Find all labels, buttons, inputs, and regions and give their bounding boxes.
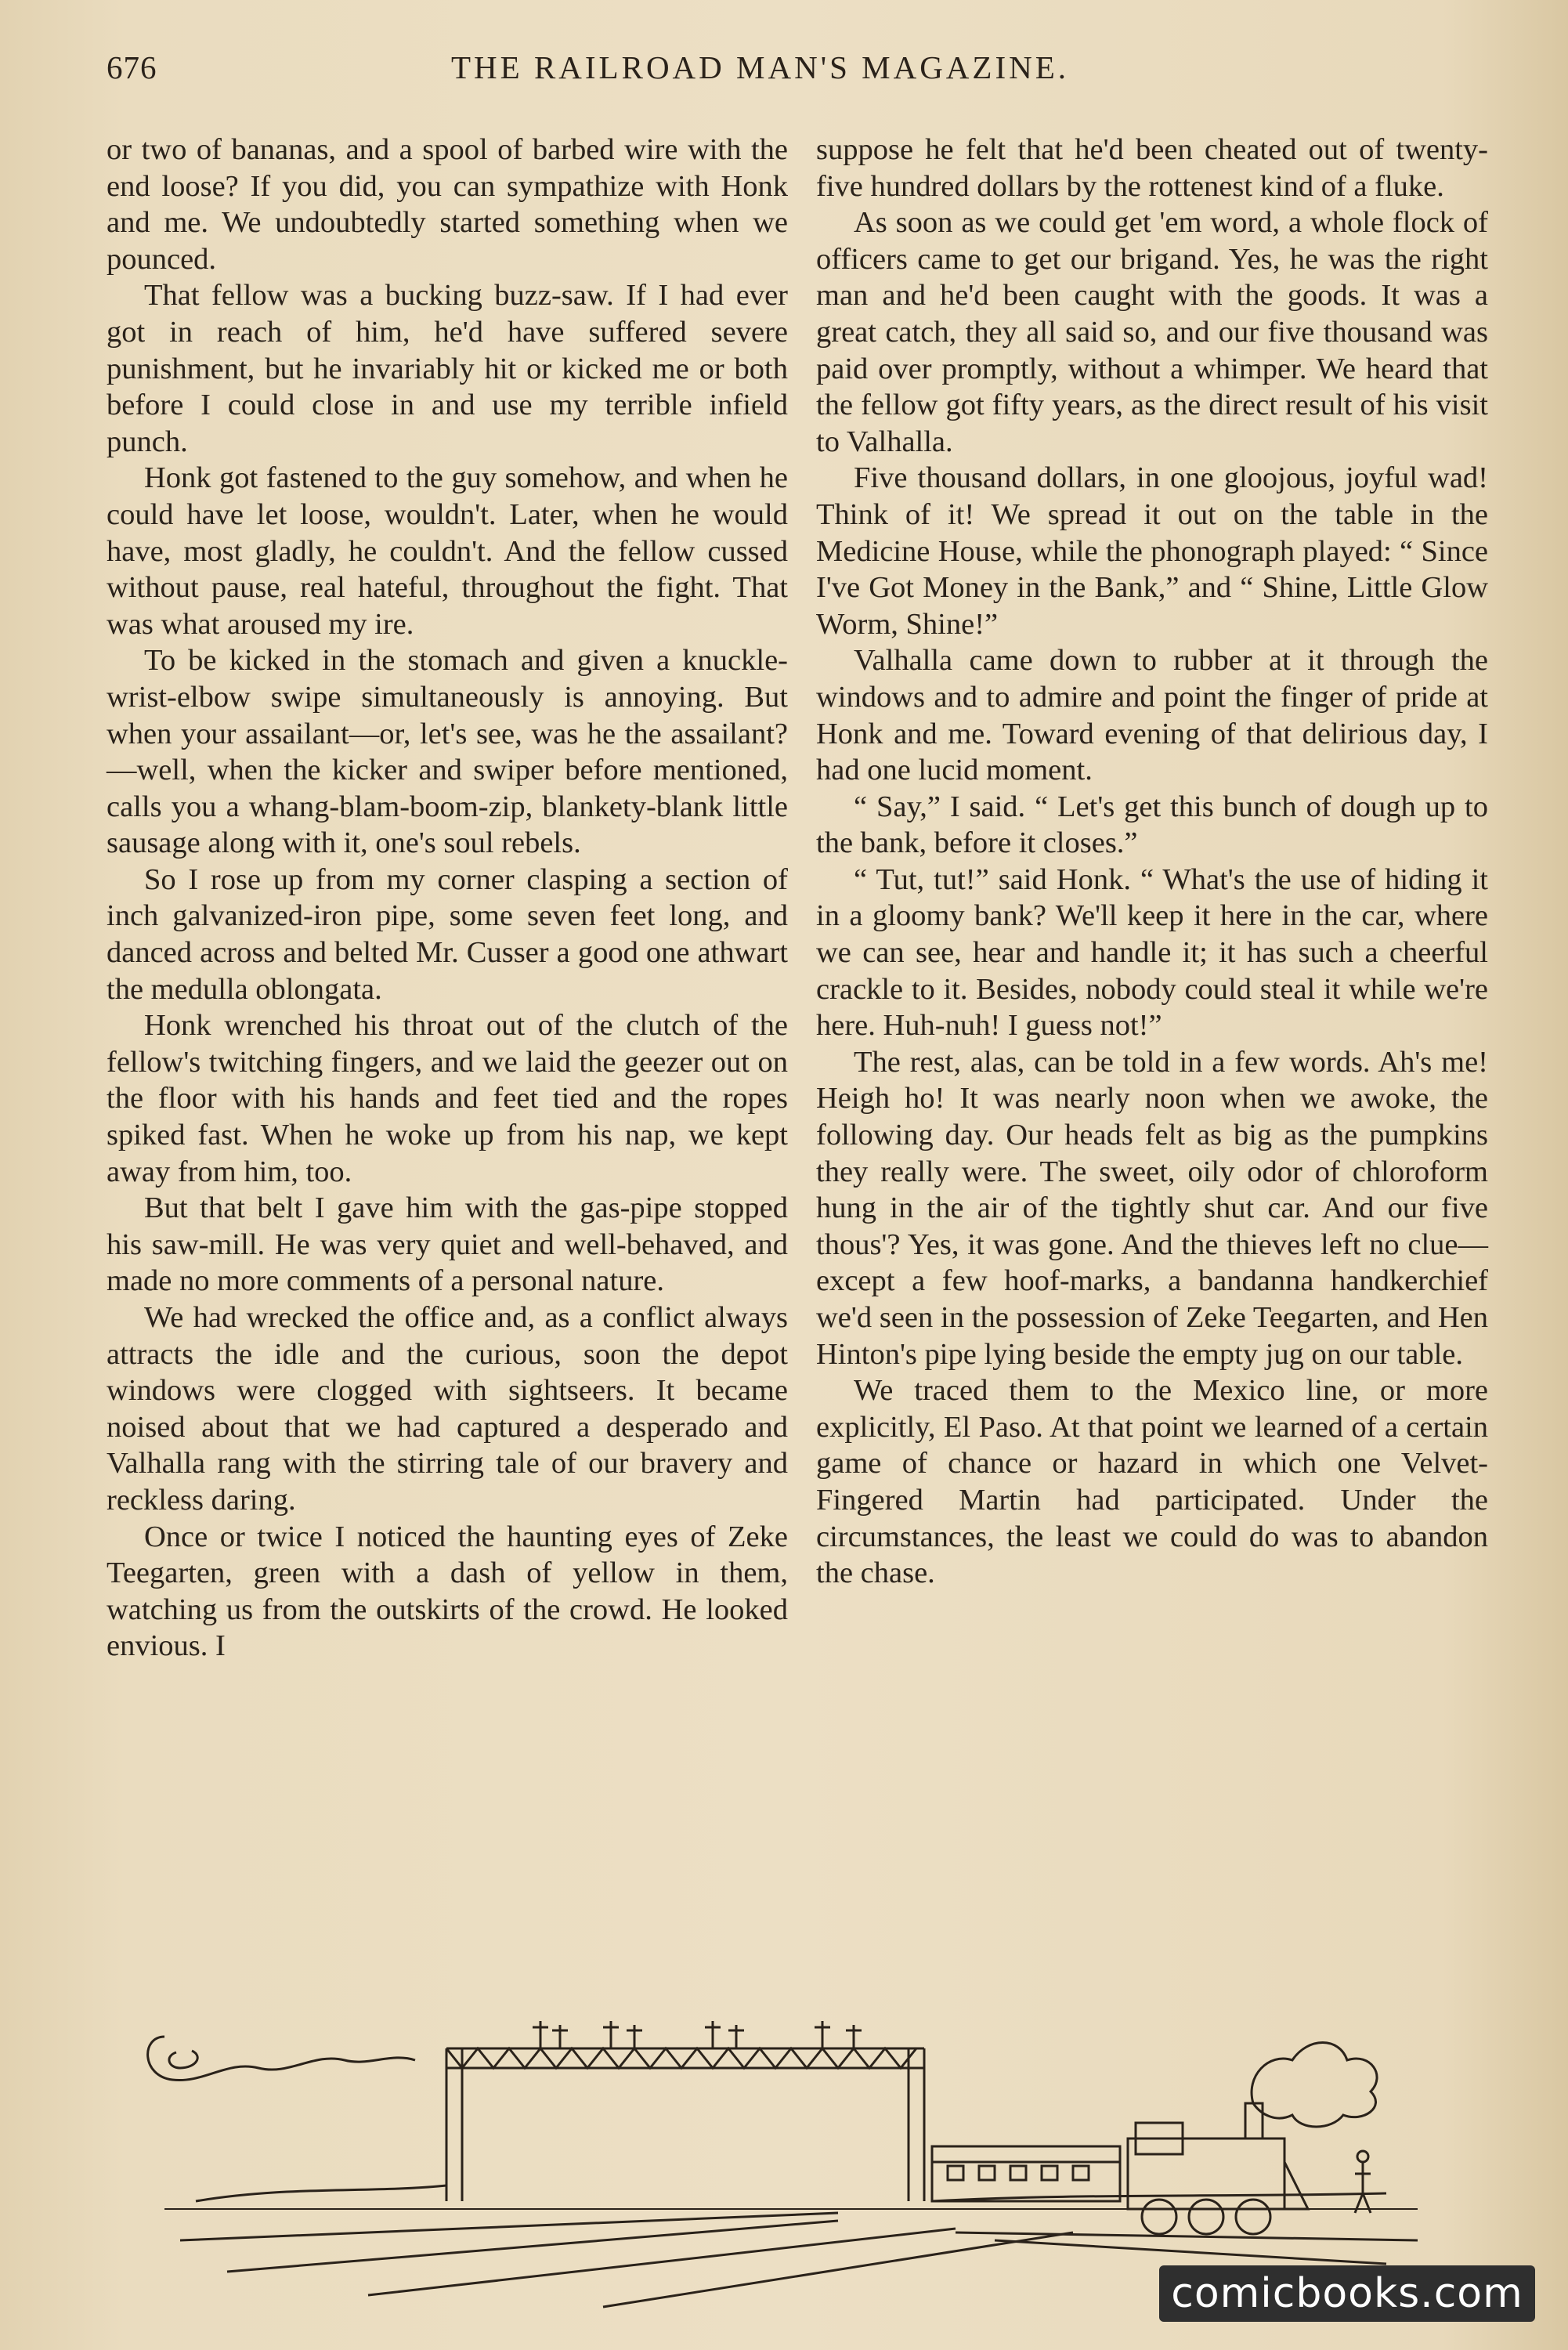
paragraph: Once or twice I noticed the haunting eyes of Zeke Teegarten, green with a dash of yellow in them, watching us from the outskirts of the crowd. He looked envious. I [107,1520,788,1663]
paragraph: “ Tut, tut!” said Honk. “ What's the use of hiding it in a gloomy bank? We'll keep it here in the car, where we can see, hear and handle it; it has such a cheerful crackle to it. Besides, nobody could steal it while we're here. Huh-nuh! I guess not!” [816,862,1488,1043]
paragraph: Honk got fastened to the guy somehow, and when he could have let loose, wouldn't. Later, when he would have, most gladly, he couldn't. And the fellow cussed without pause, real hateful, throughout the fight. That was what aroused my ire. [107,461,788,641]
paragraph: suppose he felt that he'd been cheated out of twenty-five hundred dollars by the rottenest kind of a fluke. [816,133,1488,203]
paragraph: or two of bananas, and a spool of barbed wire with the end loose? If you did, you can sympathize with Honk and me. We undoubtedly started something when we pounced. [107,133,788,276]
smoke-cloud [148,2037,415,2081]
paragraph: Valhalla came down to rubber at it through the windows and to admire and point the finger of pride at Honk and me. Toward evening of that delirious day, I had one lucid moment. [816,644,1488,787]
paragraph: So I rose up from my corner clasping a section of inch galvanized-iron pipe, some seven feet long, and danced across and belted Mr. Cusser a good one athwart the medulla oblongata. [107,862,788,1006]
page-header [107,49,1516,96]
page-number: 676 [107,49,157,85]
watermark-logo: comicbooks.com [1159,2265,1535,2322]
paragraph: To be kicked in the stomach and given a knuckle-wrist-elbow swipe simultaneously is annoying. But when your assailant—or, let's see, was he the assailant?—well, when the kicker and swiper before mentioned, calls you a whang-blam-boom-zip, blankety-blank little sausage along with it, one's soul rebels. [107,644,788,860]
paragraph: That fellow was a bucking buzz-saw. If I had ever got in reach of him, he'd have suffered severe punishment, but he invariably hit or kicked me or both before I could close in and use my terrible infield punch. [107,279,788,458]
paragraph: Five thousand dollars, in one gloojous, joyful wad! Think of it! We spread it out on the table in the Medicine House, while the phonograph played: “ Since I've Got Money in the Bank,” and “ Shine, Little Glow Worm, Shine!” [816,461,1488,641]
paragraph: But that belt I gave him with the gas-pipe stopped his saw-mill. He was very quiet and well-behaved, and made no more comments of a personal nature. [107,1191,788,1298]
paragraph: We had wrecked the office and, as a conflict always attracts the idle and the curious, soon the depot windows were clogged with sightseers. It became noised about that we had captured a desperado and Valhalla rang with the stirring tale of our bravery and reckless daring. [107,1301,788,1517]
paragraph: We traced them to the Mexico line, or more explicitly, El Paso. At that point we learned of a certain game of chance or hazard in which one Velvet-Fingered Martin had participated. Under the circumstances, the least we could do was to abandon the chase. [816,1374,1488,1590]
paragraph: As soon as we could get 'em word, a whole flock of officers came to get our brigand. Yes, he was the right man and he'd been caught with the goods. It was a great catch, they all said so, and our five thousand was paid over promptly, without a whimper. We heard that the fellow got fifty years, as the direct result of his visit to Valhalla. [816,206,1488,458]
paragraph: The rest, alas, can be told in a few words. Ah's me! Heigh ho! It was nearly noon when we awoke, the following day. Our heads felt as big as the pumpkins they really were. The sweet, oily odor of chloroform hung in the air of the tightly shut car. And our five thous'? Yes, it was gone. And the thieves left no clue—except a few hoof-marks, a bandanna handkerchief we'd seen in the possession of Zeke Teegarten, and Hen Hinton's pipe lying beside the empty jug on our table. [816,1045,1488,1371]
right-column [816,132,1488,1592]
paragraph: Honk wrenched his throat out of the clutch of the fellow's twitching fingers, and we laid the geezer out on the floor with his hands and feet tied and the ropes spiked fast. When he woke up from his nap, we kept away from him, too. [107,1009,788,1188]
locomotive-smoke [1252,2043,1377,2128]
running-head: THE RAILROAD MAN'S MAGAZINE. [451,49,1070,85]
paragraph: “ Say,” I said. “ Let's get this bunch of dough up to the bank, before it closes.” [816,790,1488,860]
left-column [107,132,788,1665]
